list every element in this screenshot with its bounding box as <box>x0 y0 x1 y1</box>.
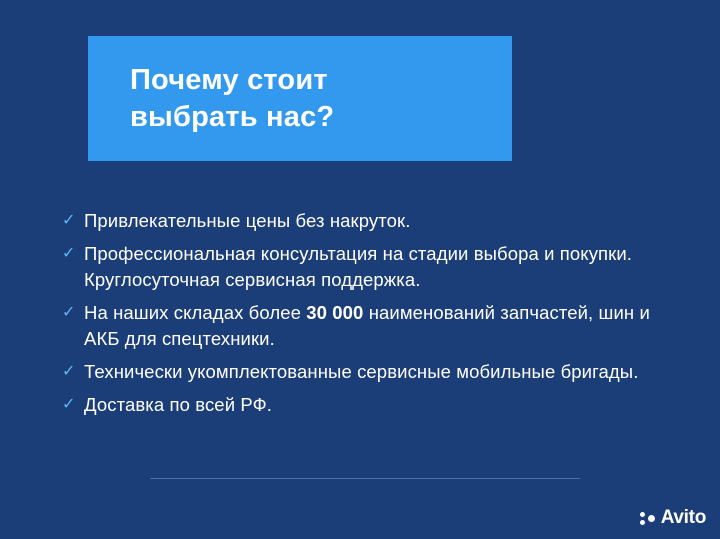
list-item <box>62 208 662 234</box>
list-item-text-part: Технически укомплектованные сервисные мобильные бригады. <box>84 361 639 382</box>
list-item-highlight: 30 000 <box>306 302 364 323</box>
check-icon: ✓ <box>62 304 76 321</box>
divider <box>150 478 580 479</box>
check-icon: ✓ <box>62 212 76 229</box>
check-icon: ✓ <box>62 363 76 380</box>
check-icon: ✓ <box>62 245 76 262</box>
avito-logo-icon <box>640 510 656 526</box>
list-item-text <box>84 208 410 234</box>
bullet-list <box>62 208 662 425</box>
list-item-text <box>84 241 662 293</box>
list-item <box>62 241 662 293</box>
list-item-text <box>84 300 662 352</box>
list-item-text <box>84 392 272 418</box>
page-title-line-1: Почему стоит <box>130 63 328 96</box>
title-box <box>88 36 512 161</box>
avito-watermark <box>640 507 706 529</box>
page-title-line-2: выбрать нас? <box>130 100 335 133</box>
list-item-text <box>84 359 638 385</box>
check-icon: ✓ <box>62 396 76 413</box>
list-item-text-part: Привлекательные цены без накруток. <box>84 210 411 231</box>
list-item-text-part: Профессиональная консультация на стадии выбора и покупки. Круглосуточная сервисная поддержка. <box>84 243 633 290</box>
list-item <box>62 359 662 385</box>
list-item <box>62 392 662 418</box>
list-item <box>62 300 662 352</box>
avito-watermark-label: Avito <box>660 507 706 528</box>
list-item-text-part: Доставка по всей РФ. <box>84 394 273 415</box>
list-item-text-part: наименований запчастей, шин и АКБ для спецтехники. <box>84 302 650 349</box>
list-item-text-part: На наших складах более <box>84 302 307 323</box>
